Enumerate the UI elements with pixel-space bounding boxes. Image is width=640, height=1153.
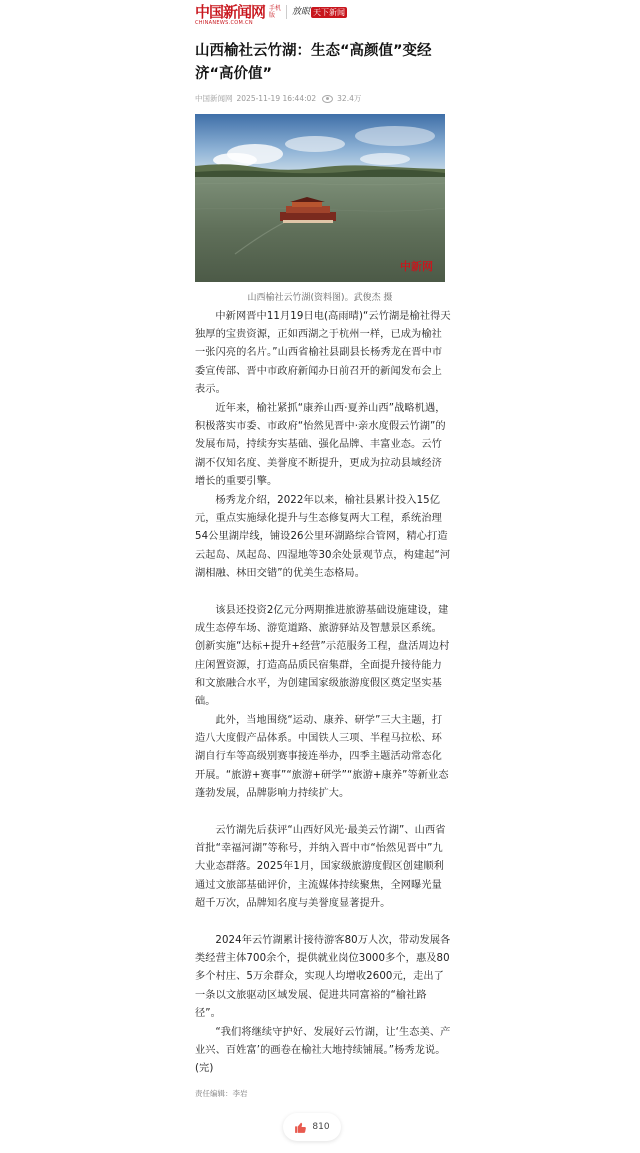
article-photo bbox=[195, 114, 445, 282]
article-paragraph: 中新网晋中11月19日电(高雨晴)“云竹湖是榆社得天独厚的宝贵资源，正如西湖之于杭州一样，已成为榆社一张闪亮的名片。”山西省榆社县副县长杨秀龙在晋中市委宣传部、晋中市政府新闻办日前召开的新闻发布会上表示。 bbox=[195, 311, 451, 395]
article-paragraph: 云竹湖先后获评“山西好风光·最美云竹湖”、山西省首批“幸福河湖”等称号，并纳入晋中市“怡然见晋中”九大业态群落。2025年1月，国家级旅游度假区创建顺利通过文旅部基础评价，主流媒体持续聚焦，全网曝光量超千万次，品牌知名度与美誉度显著提升。 bbox=[195, 825, 446, 909]
like-count: 810 bbox=[312, 1122, 330, 1132]
article-paragraph: “我们将继续守护好、发展好云竹湖，让‘生态美、产业兴、百姓富’的画卷在榆社大地持续铺展。”杨秀龙说。(完) bbox=[195, 1027, 451, 1075]
like-button[interactable] bbox=[283, 1113, 341, 1141]
article-paragraph: 此外，当地围绕“运动、康养、研学”三大主题，打造八大度假产品体系。中国铁人三项、半程马拉松、环湖自行车等高级别赛事接连举办，四季主题活动常态化开展。“旅游+赛事”“旅游+研学”“旅游+康养”等新业态蓬勃发展，品牌影响力持续扩大。 bbox=[195, 715, 449, 799]
eye-icon bbox=[322, 95, 333, 103]
logo-mobile-label: 手机版 bbox=[269, 5, 282, 19]
article-title: 山西榆社云竹湖：生态“高颜值”变经济“高价值” bbox=[195, 43, 432, 82]
logo-subtext: CHINANEWS.COM.CN bbox=[195, 20, 253, 26]
article-paragraph: 2024年云竹湖累计接待游客80万人次，带动发展各类经营主体700余个，提供就业岗位3000多个，惠及80多个村庄、5万余群众，实现人均增收2600元，走出了一条以文旅驱动区域发展、促进共同富裕的“榆社路径”。 bbox=[195, 935, 451, 1019]
slogan-badge: 天下新闻 bbox=[313, 8, 346, 17]
article-paragraph: 该县还投资2亿元分两期推进旅游基础设施建设，建成生态停车场、游览道路、旅游驿站及智慧景区系统。创新实施“达标+提升+经营”示范服务工程，盘活周边村庄闲置资源，打造高品质民宿集群，全面提升接待能力和文旅融合水平，为创建国家级旅游度假区奠定坚实基础。 bbox=[195, 605, 450, 708]
article-meta bbox=[195, 93, 361, 104]
thumbs-up-icon bbox=[294, 1121, 307, 1134]
photo-caption: 山西榆社云竹湖(资料图)。武俊杰 摄 bbox=[247, 293, 393, 303]
slogan-text: 放眼 bbox=[292, 7, 311, 17]
article-paragraph: 杨秀龙介绍，2022年以来，榆社县累计投入15亿元，重点实施绿化提升与生态修复两大工程，系统治理54公里湖岸线，铺设26公里环湖路综合管网，精心打造云起岛、凤起岛、四湿地等30余处景观节点，构建起“河湖相融、林田交错”的优美生态格局。 bbox=[195, 495, 451, 579]
logo-text: 中国新闻网 bbox=[195, 3, 266, 21]
photo-watermark: 中新网 bbox=[400, 260, 433, 273]
article-source: 中国新闻网 bbox=[195, 94, 233, 103]
site-logo[interactable] bbox=[195, 5, 347, 25]
article-datetime: 2025-11-19 16:44:02 bbox=[236, 94, 317, 103]
site-header bbox=[0, 0, 640, 30]
editor-credit: 责任编辑：李岩 bbox=[195, 1089, 248, 1098]
article-paragraph: 近年来，榆社紧抓“康养山西·夏养山西”战略机遇，积极落实市委、市政府“怡然见晋中·亲水度假云竹湖”的发展布局，持续夯实基础、强化品牌、丰富业态。云竹湖不仅知名度、美誉度不断提升，更成为拉动县域经济增长的重要引擎。 bbox=[195, 403, 446, 487]
logo-divider bbox=[286, 5, 287, 19]
view-count: 32.4万 bbox=[337, 94, 362, 103]
